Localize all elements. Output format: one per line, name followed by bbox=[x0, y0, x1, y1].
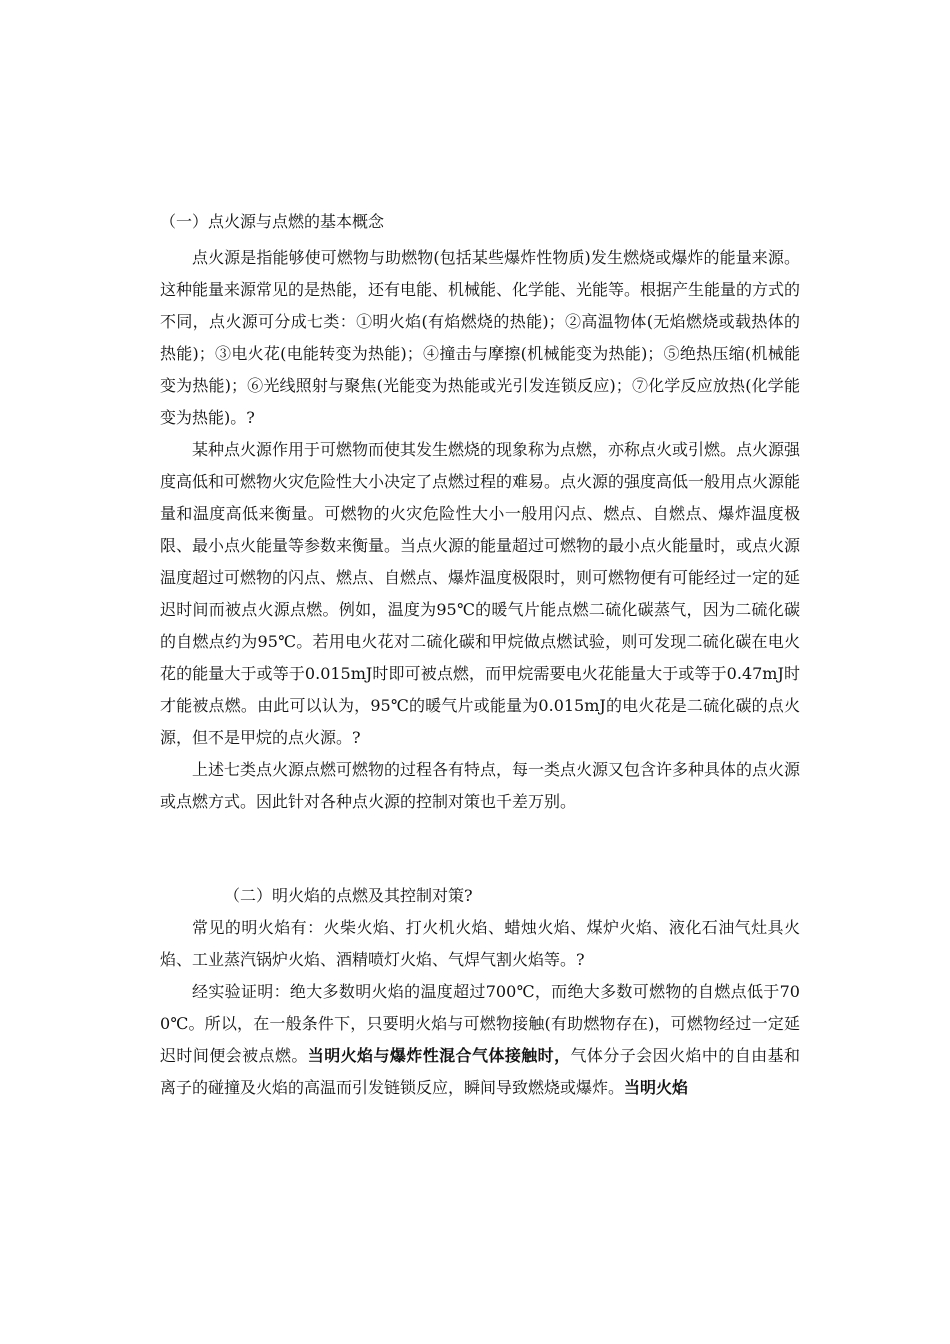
section-1-paragraph-3: 上述七类点火源点燃可燃物的过程各有特点，每一类点火源又包含许多种具体的点火源或点燃方式。因此针对各种点火源的控制对策也千差万别。 bbox=[160, 760, 801, 811]
section-1-heading: （一）点火源与点燃的基本概念 bbox=[160, 212, 385, 231]
section-2-paragraph-1: 常见的明火焰有：火柴火焰、打火机火焰、蜡烛火焰、煤炉火焰、液化石油气灶具火焰、工业蒸汽锅炉火焰、酒精喷灯火焰、气焊气割火焰等。? bbox=[160, 918, 800, 969]
paragraph-text: 经实验证明：绝大多数明火焰的温度超过700℃，而绝大多数可燃物的自燃点低于700℃。所以，在一般条件下，只要明火焰与可燃物接触(有助燃物存在)，可燃物经过一定延迟时间便会被点燃。 bbox=[160, 982, 800, 1065]
bold-emphasis-text: 当明火焰 bbox=[624, 1078, 689, 1097]
document-body bbox=[160, 206, 800, 1104]
section-1-paragraph-1: 点火源是指能够使可燃物与助燃物(包括某些爆炸性物质)发生燃烧或爆炸的能量来源。这种能量来源常见的是热能，还有电能、机械能、化学能、光能等。根据产生能量的方式的不同，点火源可分成七类：①明火焰(有焰燃烧的热能)；②高温物体(无焰燃烧或载热体的热能)；③电火花(电能转变为热能)；④撞击与摩擦(机械能变为热能)；⑤绝热压缩(机械能变为热能)；⑥光线照射与聚焦(光能变为热能或光引发连锁反应)；⑦化学反应放热(化学能变为热能)。? bbox=[160, 248, 801, 427]
section-1-paragraph-2: 某种点火源作用于可燃物而使其发生燃烧的现象称为点燃，亦称点火或引燃。点火源强度高低和可燃物火灾危险性大小决定了点燃过程的难易。点火源的强度高低一般用点火源能量和温度高低来衡量。可燃物的火灾危险性大小一般用闪点、燃点、自燃点、爆炸温度极限、最小点火能量等参数来衡量。当点火源的能量超过可燃物的最小点火能量时，或点火源温度超过可燃物的闪点、燃点、自燃点、爆炸温度极限时，则可燃物便有可能经过一定的延迟时间而被点火源点燃。例如，温度为95℃的暖气片能点燃二硫化碳蒸气，因为二硫化碳的自燃点约为95℃。若用电火花对二硫化碳和甲烷做点燃试验，则可发现二硫化碳在电火花的能量大于或等于0.015mJ时即可被点燃，而甲烷需要电火花能量大于或等于0.47mJ时才能被点燃。由此可以认为，95℃的暖气片或能量为0.015mJ的电火花是二硫化碳的点火源，但不是甲烷的点火源。? bbox=[160, 440, 801, 747]
section-2-heading: （二）明火焰的点燃及其控制对策? bbox=[224, 886, 473, 905]
section-2-paragraph-2 bbox=[160, 976, 800, 1104]
bold-emphasis-text: 当明火焰与爆炸性混合气体接触时， bbox=[307, 1046, 571, 1065]
paragraph-text: 气体分子会因火焰中的自由基和离子的碰撞及火焰的高温而引发链锁反应，瞬间导致燃烧或爆炸。 bbox=[160, 1046, 800, 1097]
